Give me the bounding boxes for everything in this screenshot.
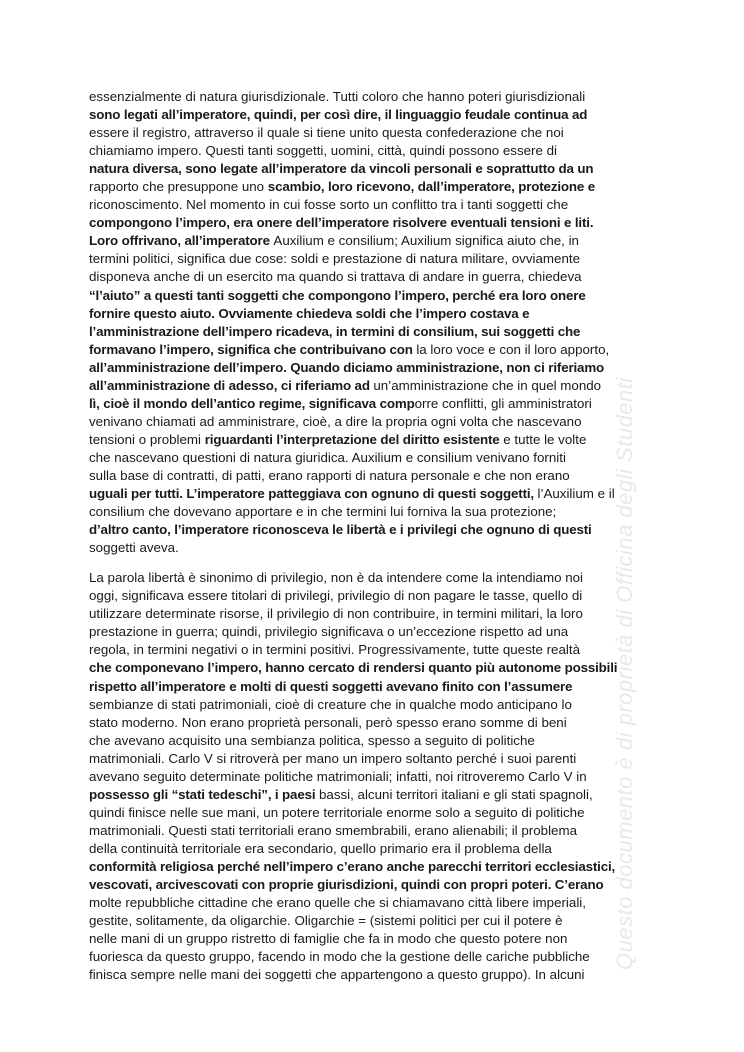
bold-text-segment: formavano l’impero, significa che contribuivano con xyxy=(89,341,417,357)
bold-text-segment: all’amministrazione dell’impero. Quando diciamo amministrazione, non ci riferiamo xyxy=(89,359,605,375)
bold-text-segment: riguardanti l’interpretazione del diritto esistente xyxy=(204,431,500,447)
text-segment: finisca sempre nelle mani dei soggetti che appartengono a questo gruppo). In alcuni xyxy=(89,967,585,983)
paragraph-spacer xyxy=(89,557,659,569)
bold-text-segment: l’amministrazione dell’impero ricadeva, in termini di consilium, sui soggetti che xyxy=(89,323,581,339)
text-line xyxy=(89,359,659,377)
text-line xyxy=(89,930,659,948)
text-segment: venivano chiamati ad amministrare, cioè, a dire la propria ogni volta che nascevano xyxy=(89,413,582,429)
text-line xyxy=(89,485,659,503)
text-line xyxy=(89,106,659,124)
text-segment: matrimoniali. Questi stati territoriali erano smembrabili, erano alienabili; il problema xyxy=(89,822,577,838)
text-segment: matrimoniali. Carlo V si ritroverà per mano un impero soltanto perché i suoi parenti xyxy=(89,750,577,766)
text-segment: essenzialmente di natura giurisdizionale. Tutti coloro che hanno poteri giurisdizionali xyxy=(89,89,586,104)
text-segment: un’amministrazione che in quel mondo xyxy=(373,377,602,393)
text-line xyxy=(89,250,659,268)
text-line xyxy=(89,449,659,467)
text-line xyxy=(89,521,659,539)
text-line xyxy=(89,966,659,984)
text-line xyxy=(89,948,659,966)
text-line xyxy=(89,124,659,142)
bold-text-segment: scambio, loro ricevono, dall’imperatore, protezione e xyxy=(267,179,596,195)
text-segment: disponeva anche di un esercito ma quando si trattava di andare in guerra, chiedeva xyxy=(89,269,582,285)
text-line xyxy=(89,413,659,431)
paragraph-1 xyxy=(89,88,659,557)
text-segment: orre conflitti, gli amministratori xyxy=(414,395,592,411)
text-line xyxy=(89,605,659,623)
bold-text-segment: d’altro canto, l’imperatore riconosceva le libertà e i privilegi che ognuno di questi xyxy=(89,522,592,538)
text-line xyxy=(89,232,659,250)
bold-text-segment: “l’aiuto” a questi tanti soggetti che compongono l’impero, perché era loro onere xyxy=(89,287,586,303)
bold-text-segment: natura diversa, sono legate all’imperatore da vincoli personali e soprattutto da un xyxy=(89,161,594,177)
text-line xyxy=(89,395,659,413)
text-segment: gestite, solitamente, da oligarchie. Oligarchie = (sistemi politici per cui il potere è xyxy=(89,913,563,929)
text-line xyxy=(89,858,659,876)
text-line xyxy=(89,587,659,605)
text-line xyxy=(89,804,659,822)
text-line xyxy=(89,732,659,750)
bold-text-segment: conformità religiosa perché nell’impero c’erano anche parecchi territori ecclesiastici, xyxy=(89,858,616,874)
text-line xyxy=(89,678,659,696)
text-segment: sulla base di contratti, di patti, erano rapporti di natura personale e che non erano xyxy=(89,467,570,483)
text-segment: sembianze di stati patrimoniali, cioè di creature che in qualche modo anticipano lo xyxy=(89,696,572,712)
text-line xyxy=(89,750,659,768)
text-segment: soggetti aveva. xyxy=(89,540,179,556)
text-segment: avevano seguito determinate politiche matrimoniali; infatti, noi ritroveremo Carlo V in xyxy=(89,768,587,784)
bold-text-segment: vescovati, arcivescovati con proprie giurisdizioni, quindi con propri poteri. C’erano xyxy=(89,877,604,893)
text-line xyxy=(89,912,659,930)
text-segment: quindi finisce nelle sue mani, un potere territoriale enorme solo a seguito di politiche xyxy=(89,804,585,820)
bold-text-segment: Loro offrivano, all’imperatore xyxy=(89,233,274,249)
text-segment: rapporto che presuppone uno xyxy=(89,179,268,195)
text-segment: l’Auxilium e il xyxy=(537,486,615,502)
text-segment: che avevano acquisito una sembianza politica, spesso a seguito di politiche xyxy=(89,732,535,748)
bold-text-segment: rispetto all’imperatore e molti di questi soggetti avevano finito con l’assumere xyxy=(89,678,573,694)
bold-text-segment: all’amministrazione di adesso, ci riferiamo ad xyxy=(89,377,374,393)
text-segment: oggi, significava essere titolari di privilegi, privilegio di non pagare le tasse, quello di xyxy=(89,588,583,604)
text-line xyxy=(89,894,659,912)
text-segment: consilium che dovevano apportare e in che termini lui forniva la sua protezione; xyxy=(89,504,557,520)
text-segment: chiamiamo impero. Questi tanti soggetti, uomini, città, quindi possono essere di xyxy=(89,143,558,159)
text-segment: molte repubbliche cittadine che erano quelle che si chiamavano città libere imperiali, xyxy=(89,895,586,911)
text-line xyxy=(89,178,659,196)
text-segment: termini politici, significa due cose: soldi e prestazione di natura militare, ovviamente xyxy=(89,251,580,267)
text-line xyxy=(89,840,659,858)
text-line xyxy=(89,768,659,786)
bold-text-segment: sono legati all’imperatore, quindi, per così dire, il linguaggio feudale continua ad xyxy=(89,107,588,123)
bold-text-segment: lì, cioè il mondo dell’antico regime, significava comp xyxy=(89,395,415,411)
bold-text-segment: possesso gli “stati tedeschi”, i paesi xyxy=(89,786,319,802)
text-line xyxy=(89,696,659,714)
text-line xyxy=(89,822,659,840)
text-line xyxy=(89,323,659,341)
text-line xyxy=(89,196,659,214)
bold-text-segment: fornire questo aiuto. Ovviamente chiedeva soldi che l’impero costava e xyxy=(89,305,530,321)
text-segment: essere il registro, attraverso il quale si tiene unito questa confederazione che noi xyxy=(89,125,564,141)
text-line xyxy=(89,214,659,232)
text-line xyxy=(89,341,659,359)
text-line xyxy=(89,88,659,106)
text-segment: riconoscimento. Nel momento in cui fosse sorto un conflitto tra i tanti soggetti che xyxy=(89,197,569,213)
watermark-text: Questo documento è di proprietà di Officina degli Studenti xyxy=(612,377,637,970)
bold-text-segment: uguali per tutti. L’imperatore patteggiava con ognuno di questi soggetti, xyxy=(89,486,538,502)
text-line xyxy=(89,503,659,521)
text-line xyxy=(89,377,659,395)
text-segment: fuoriesca da questo gruppo, facendo in modo che la gestione delle cariche pubbliche xyxy=(89,949,590,965)
text-segment: e tutte le volte xyxy=(499,431,587,447)
text-line xyxy=(89,786,659,804)
bold-text-segment: compongono l’impero, era onere dell’imperatore risolvere eventuali tensioni e liti. xyxy=(89,215,594,231)
text-line xyxy=(89,539,659,557)
text-segment: la loro voce e con il loro apporto, xyxy=(416,341,610,357)
text-line xyxy=(89,160,659,178)
text-line xyxy=(89,305,659,323)
bold-text-segment: che componevano l’impero, hanno cercato di rendersi quanto più autonome possibili xyxy=(89,660,618,676)
text-line xyxy=(89,142,659,160)
text-line xyxy=(89,287,659,305)
text-line xyxy=(89,467,659,485)
text-segment: regola, in termini negativi o in termini positivi. Progressivamente, tutte queste realtà xyxy=(89,642,580,658)
text-line xyxy=(89,623,659,641)
text-segment: che nascevano questioni di natura giuridica. Auxilium e consilium venivano forniti xyxy=(89,449,566,465)
text-line xyxy=(89,431,659,449)
text-segment: Auxilium e consilium; Auxilium significa aiuto che, in xyxy=(273,233,579,249)
text-line xyxy=(89,569,659,587)
text-line xyxy=(89,659,659,677)
text-segment: stato moderno. Non erano proprietà personali, però spesso erano somme di beni xyxy=(89,714,567,730)
text-line xyxy=(89,268,659,286)
text-line xyxy=(89,876,659,894)
paragraph-2 xyxy=(89,569,659,984)
text-line xyxy=(89,641,659,659)
text-segment: prestazione in guerra; quindi, privilegio significava o un’eccezione rispetto ad una xyxy=(89,624,569,640)
text-segment: della continuità territoriale era secondario, quello primario era il problema della xyxy=(89,840,552,856)
text-segment: nelle mani di un gruppo ristretto di famiglie che fa in modo che questo potere non xyxy=(89,931,568,947)
text-segment: bassi, alcuni territori italiani e gli stati spagnoli, xyxy=(318,786,593,802)
text-line xyxy=(89,714,659,732)
text-segment: utilizzare determinate risorse, il privilegio di non contribuire, in termini militari, la loro xyxy=(89,606,583,622)
text-segment: tensioni o problemi xyxy=(89,431,205,447)
text-segment: La parola libertà è sinonimo di privilegio, non è da intendere come la intendiamo noi xyxy=(89,570,584,586)
document-page xyxy=(89,88,659,984)
